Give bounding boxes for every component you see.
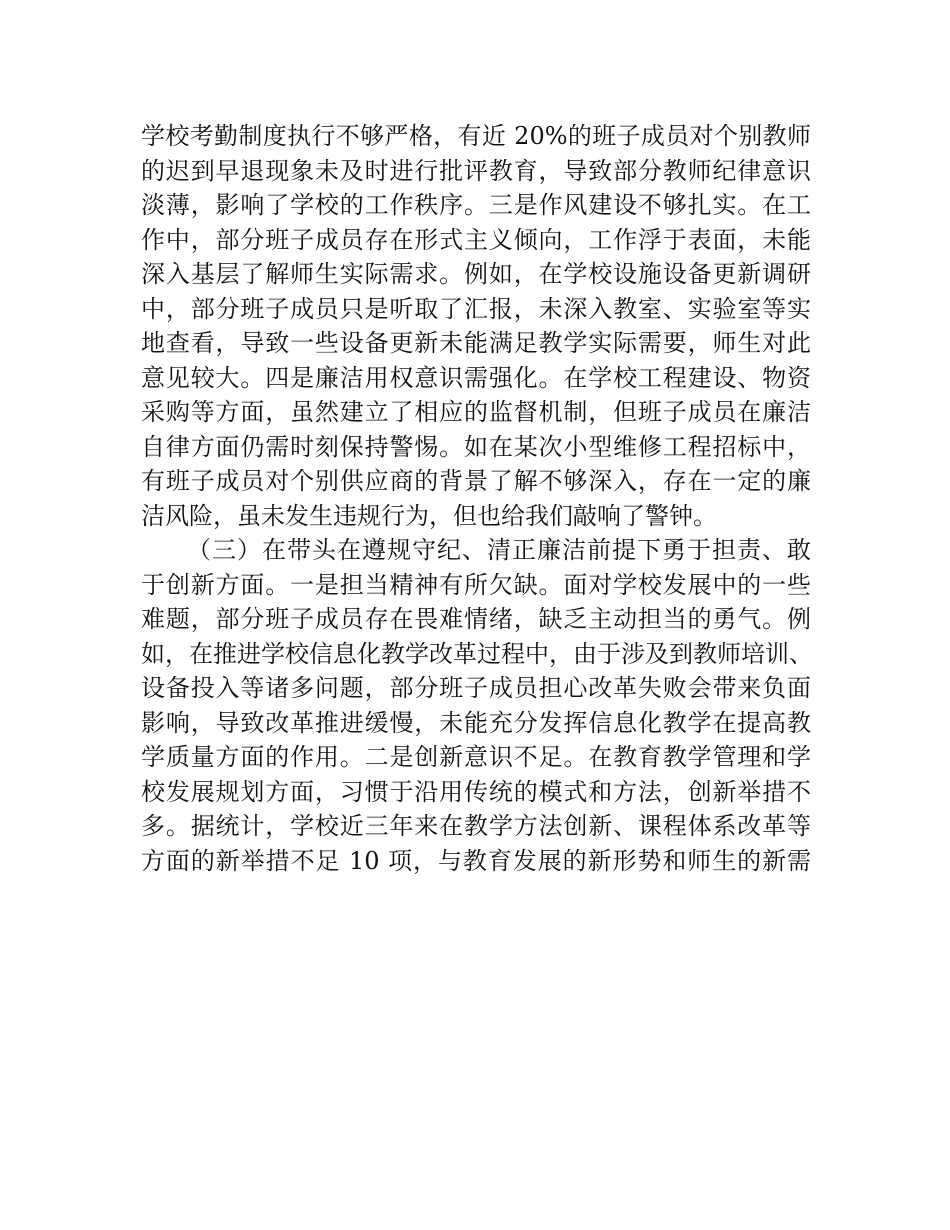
text-line: 于创新方面。一是担当精神有所欠缺。面对学校发展中的一些 [141, 570, 811, 599]
text-line: 多。据统计，学校近三年来在教学方法创新、课程体系改革等 [141, 812, 811, 840]
text-line: 采购等方面，虽然建立了相应的监督机制，但班子成员在廉洁 [141, 398, 811, 426]
text-line: 淡薄，影响了学校的工作秩序。三是作风建设不够扎实。在工 [141, 191, 811, 219]
text-line: 影响，导致改革推进缓慢，未能充分发挥信息化教学在提高教 [141, 708, 811, 737]
text-line: 的迟到早退现象未及时进行批评教育，导致部分教师纪律意识 [141, 156, 811, 185]
text-line: 如，在推进学校信息化教学改革过程中，由于涉及到教师培训、 [141, 639, 813, 668]
paragraph-last-line: 洁风险，虽未发生违规行为，但也给我们敲响了警钟。 [141, 501, 717, 530]
text-line: 设备投入等诸多问题，部分班子成员担心改革失败会带来负面 [141, 674, 811, 702]
text-line: 方面的新举措不足 10 项，与教育发展的新形势和师生的新需 [141, 846, 811, 875]
text-line: 地查看，导致一些设备更新未能满足教学实际需要，师生对此 [141, 329, 811, 357]
text-line: 中，部分班子成员只是听取了汇报，未深入教室、实验室等实 [141, 294, 811, 323]
text-line: 学质量方面的作用。二是创新意识不足。在教育教学管理和学 [141, 743, 811, 771]
text-line: 作中，部分班子成员存在形式主义倾向，工作浮于表面，未能 [141, 225, 811, 254]
text-line: 有班子成员对个别供应商的背景了解不够深入，存在一定的廉 [141, 467, 811, 495]
text-line: 自律方面仍需时刻保持警惕。如在某次小型维修工程招标中， [141, 432, 811, 461]
body-text [141, 119, 811, 878]
text-line: 深入基层了解师生实际需求。例如，在学校设施设备更新调研 [141, 260, 811, 288]
text-line: 难题，部分班子成员存在畏难情绪，缺乏主动担当的勇气。例 [141, 605, 811, 633]
text-line: 意见较大。四是廉洁用权意识需强化。在学校工程建设、物资 [141, 363, 811, 392]
text-line: 学校考勤制度执行不够严格，有近 20%的班子成员对个别教师 [141, 122, 811, 150]
section-heading-line: （三）在带头在遵规守纪、清正廉洁前提下勇于担责、敢 [187, 536, 811, 564]
text-line: 校发展规划方面，习惯于沿用传统的模式和方法，创新举措不 [141, 777, 811, 806]
